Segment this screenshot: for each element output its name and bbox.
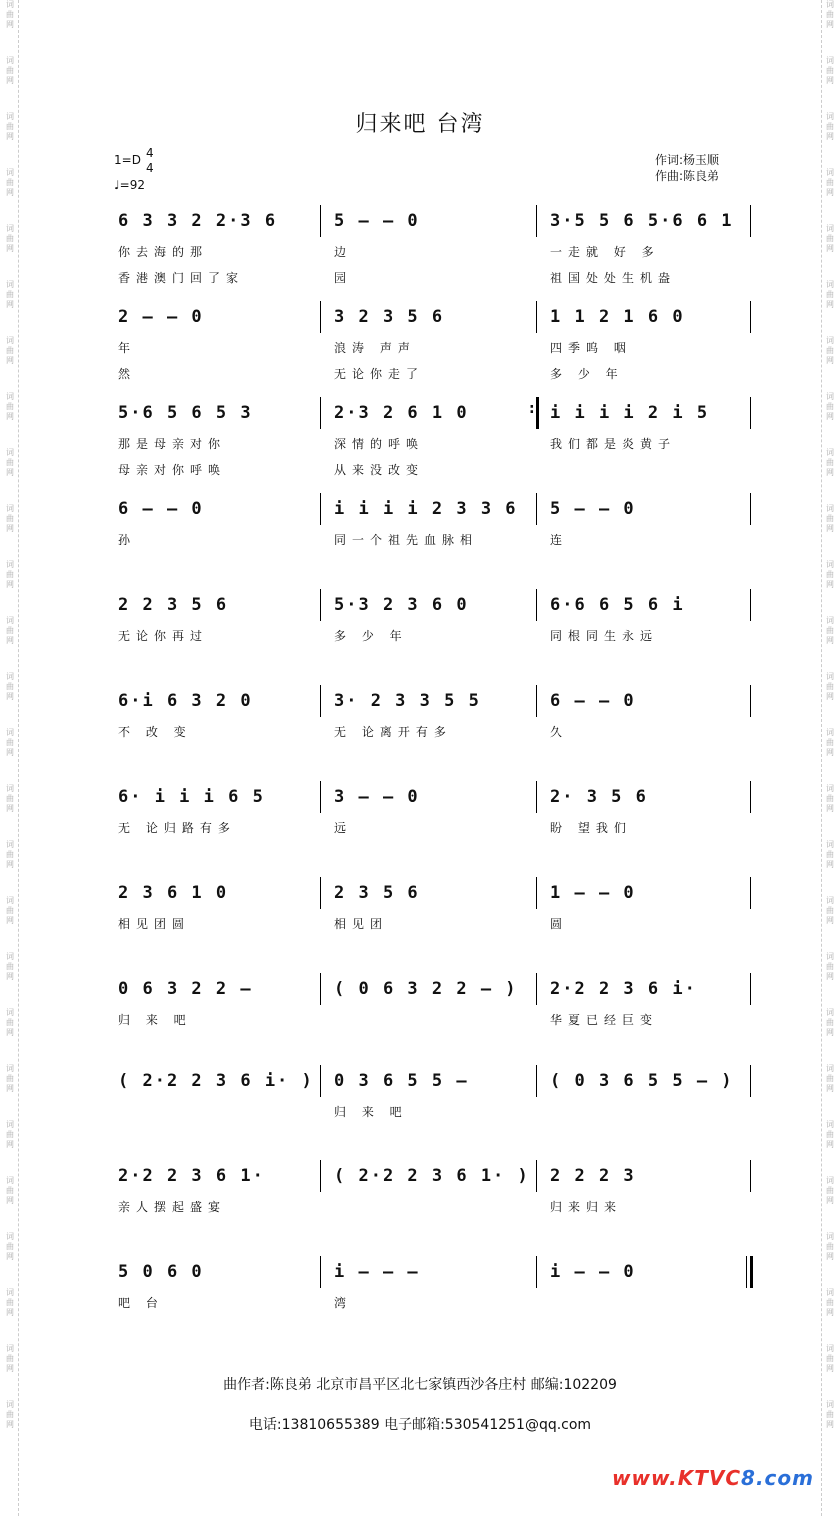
measure: i – – 0 bbox=[550, 1262, 636, 1282]
score-row bbox=[0, 205, 840, 301]
measure: 0 6 3 2 2 – bbox=[118, 979, 253, 999]
lyric-line-1: 吧 台 bbox=[118, 1296, 164, 1310]
bar-line bbox=[536, 877, 537, 909]
watermark-text: 词 曲 网 bbox=[826, 0, 834, 29]
watermark-text: 词 曲 网 bbox=[6, 56, 14, 85]
lyric-line-1: 孙 bbox=[118, 533, 137, 547]
lyric-line-1: 那是母亲对你 bbox=[118, 437, 227, 451]
lyric-line-1: 边 bbox=[334, 245, 353, 259]
composer: 作曲:陈良弟 bbox=[655, 169, 720, 183]
measure: 5 – – 0 bbox=[334, 211, 420, 231]
bar-line bbox=[750, 493, 751, 525]
measure: ( 0 6 3 2 2 – ) bbox=[334, 979, 518, 999]
lyric-line-1: 连 bbox=[550, 533, 569, 547]
lyric-line-1: 不 改 变 bbox=[118, 725, 192, 739]
lyric-line-1: 远 bbox=[334, 821, 353, 835]
watermark-text: 词 曲 网 bbox=[6, 0, 14, 29]
measure: 5 – – 0 bbox=[550, 499, 636, 519]
score-row bbox=[0, 1256, 840, 1352]
watermark-text: 词 曲 网 bbox=[6, 1176, 14, 1205]
lyric-line-2: 母亲对你呼唤 bbox=[118, 463, 227, 477]
watermark-text: 词 曲 网 bbox=[6, 1064, 14, 1093]
watermark-text: 词 曲 网 bbox=[826, 336, 834, 365]
watermark-text: 词 曲 网 bbox=[826, 1064, 834, 1093]
measure: 5·6 5 6 5 3 bbox=[118, 403, 253, 423]
bar-line bbox=[536, 301, 537, 333]
song-title: 归来吧 台湾 bbox=[355, 112, 485, 137]
lyric-line-2: 无论你走了 bbox=[334, 367, 425, 381]
lyric-line-1: 我们都是炎黄子 bbox=[550, 437, 677, 451]
lyric-line-2: 香港澳门回了家 bbox=[118, 271, 245, 285]
lyric-line-1: 湾 bbox=[334, 1296, 353, 1310]
watermark-text: 词 曲 网 bbox=[6, 448, 14, 477]
measure: 3 2 3 5 6 bbox=[334, 307, 445, 327]
watermark-text: 词 曲 网 bbox=[6, 392, 14, 421]
watermark-text: 词 曲 网 bbox=[826, 392, 834, 421]
watermark-text: 词 曲 网 bbox=[826, 168, 834, 197]
lyric-line-1: 归 来 吧 bbox=[334, 1105, 408, 1119]
watermark-text: 词 曲 网 bbox=[6, 840, 14, 869]
bar-line bbox=[750, 781, 751, 813]
watermark-text: 词 曲 网 bbox=[826, 448, 834, 477]
watermark-text: 词 曲 网 bbox=[6, 1008, 14, 1037]
watermark-text: 词 曲 网 bbox=[826, 616, 834, 645]
measure: 2 3 5 6 bbox=[334, 883, 420, 903]
bar-line bbox=[750, 685, 751, 717]
lyric-line-1: 归 来 吧 bbox=[118, 1013, 192, 1027]
bar-line bbox=[320, 1065, 321, 1097]
watermark-text: 词 曲 网 bbox=[826, 112, 834, 141]
watermark-text: 词 曲 网 bbox=[826, 56, 834, 85]
watermark-text: 词 曲 网 bbox=[826, 784, 834, 813]
lyric-line-1: 久 bbox=[550, 725, 569, 739]
credits bbox=[655, 152, 719, 184]
watermark-text: 词 曲 网 bbox=[6, 504, 14, 533]
measure: 6·i 6 3 2 0 bbox=[118, 691, 253, 711]
lyric-line-1: 无 论离开有多 bbox=[334, 725, 452, 739]
watermark-text: 词 曲 网 bbox=[826, 1344, 834, 1373]
lyric-line-1: 华夏已经巨变 bbox=[550, 1013, 659, 1027]
watermark-text: 词 曲 网 bbox=[6, 672, 14, 701]
bar-line bbox=[320, 397, 321, 429]
watermark-text: 词 曲 网 bbox=[826, 1288, 834, 1317]
measure: 2·2 2 3 6 i· bbox=[550, 979, 697, 999]
measure: 2 2 3 5 6 bbox=[118, 595, 229, 615]
measure: 3· 2 3 3 5 5 bbox=[334, 691, 481, 711]
bar-line bbox=[320, 781, 321, 813]
measure: 2· 3 5 6 bbox=[550, 787, 648, 807]
bar-line bbox=[750, 973, 751, 1005]
watermark-text: 词 曲 网 bbox=[6, 168, 14, 197]
footer-address: 曲作者:陈良弟 北京市昌平区北七家镇西沙各庄村 邮编:102209 bbox=[223, 1377, 617, 1393]
bar-line bbox=[750, 397, 751, 429]
watermark-text: 词 曲 网 bbox=[826, 840, 834, 869]
lyric-line-1: 同一个祖先血脉相 bbox=[334, 533, 479, 547]
bar-line bbox=[320, 1256, 321, 1288]
watermark-text: 词 曲 网 bbox=[6, 280, 14, 309]
watermark-text: 词 曲 网 bbox=[6, 1120, 14, 1149]
lyric-line-2: 从来没改变 bbox=[334, 463, 425, 477]
watermark-text: 词 曲 网 bbox=[6, 1400, 14, 1429]
key-signature: 1=D bbox=[114, 153, 141, 167]
lyric-line-2: 然 bbox=[118, 367, 137, 381]
bar-line bbox=[750, 877, 751, 909]
measure: 1 1 2 1 6 0 bbox=[550, 307, 685, 327]
watermark-text: 词 曲 网 bbox=[6, 224, 14, 253]
bar-line bbox=[320, 685, 321, 717]
watermark-text: 词 曲 网 bbox=[6, 952, 14, 981]
lyric-line-1: 无 论归路有多 bbox=[118, 821, 236, 835]
watermark-text: 词 曲 网 bbox=[6, 896, 14, 925]
score-row bbox=[0, 493, 840, 589]
site-logo bbox=[612, 1466, 814, 1490]
bar-line bbox=[320, 973, 321, 1005]
lyric-line-1: 多 少 年 bbox=[334, 629, 408, 643]
bar-line bbox=[750, 1160, 751, 1192]
bar-line bbox=[536, 685, 537, 717]
lyric-line-1: 亲人摆起盛宴 bbox=[118, 1200, 227, 1214]
bar-line bbox=[750, 1065, 751, 1097]
measure: 1 – – 0 bbox=[550, 883, 636, 903]
measure: 6 – – 0 bbox=[550, 691, 636, 711]
lyric-line-1: 一走就 好 多 bbox=[550, 245, 660, 259]
measure: 5·3 2 3 6 0 bbox=[334, 595, 469, 615]
measure: 6·6 6 5 6 i bbox=[550, 595, 685, 615]
score-row bbox=[0, 589, 840, 685]
measure: i – – – bbox=[334, 1262, 420, 1282]
measure: i i i i 2 i 5 bbox=[550, 403, 710, 423]
lyric-line-1: 深情的呼唤 bbox=[334, 437, 425, 451]
measure: 6 – – 0 bbox=[118, 499, 204, 519]
watermark-text: 词 曲 网 bbox=[6, 616, 14, 645]
lyric-line-2: 祖国处处生机盎 bbox=[550, 271, 677, 285]
measure: 3·5 5 6 5·6 6 1 bbox=[550, 211, 734, 231]
watermark-text: 词 曲 网 bbox=[6, 112, 14, 141]
bar-line bbox=[320, 301, 321, 333]
measure: 5 0 6 0 bbox=[118, 1262, 204, 1282]
bar-line bbox=[750, 1256, 753, 1288]
watermark-text: 词 曲 网 bbox=[826, 672, 834, 701]
watermark-text: 词 曲 网 bbox=[826, 280, 834, 309]
watermark-text: 词 曲 网 bbox=[826, 1176, 834, 1205]
tempo-marking: ♩=92 bbox=[114, 178, 145, 192]
score-row bbox=[0, 973, 840, 1069]
watermark-text: 词 曲 网 bbox=[6, 1344, 14, 1373]
final-bar-line bbox=[746, 1256, 747, 1288]
bar-line bbox=[536, 205, 537, 237]
logo-text-blue: 8.com bbox=[741, 1466, 814, 1490]
watermark-text: 词 曲 网 bbox=[6, 560, 14, 589]
score-row bbox=[0, 301, 840, 397]
measure: 2·2 2 3 6 1· bbox=[118, 1166, 265, 1186]
measure: ( 2·2 2 3 6 1· ) bbox=[334, 1166, 530, 1186]
measure: 3 – – 0 bbox=[334, 787, 420, 807]
repeat-bar-line bbox=[536, 397, 539, 429]
watermark-text: 词 曲 网 bbox=[826, 1120, 834, 1149]
lyric-line-2: 多 少 年 bbox=[550, 367, 624, 381]
measure: 6· i i i 6 5 bbox=[118, 787, 265, 807]
lyric-line-1: 你去海的那 bbox=[118, 245, 209, 259]
bar-line bbox=[536, 493, 537, 525]
lyric-line-1: 相见团圆 bbox=[118, 917, 191, 931]
score-row bbox=[0, 685, 840, 781]
time-signature-top: 4 bbox=[146, 146, 154, 160]
measure: ( 0 3 6 5 5 – ) bbox=[550, 1071, 734, 1091]
bar-line bbox=[536, 589, 537, 621]
measure: 2 3 6 1 0 bbox=[118, 883, 229, 903]
lyric-line-1: 相见团 bbox=[334, 917, 389, 931]
score-row bbox=[0, 1065, 840, 1161]
measure: 2·3 2 6 1 0 bbox=[334, 403, 469, 423]
lyric-line-1: 圆 bbox=[550, 917, 569, 931]
lyric-line-1: 年 bbox=[118, 341, 137, 355]
score-row bbox=[0, 1160, 840, 1256]
bar-line bbox=[536, 1256, 537, 1288]
lyric-line-1: 同根同生永远 bbox=[550, 629, 659, 643]
measure: 0 3 6 5 5 – bbox=[334, 1071, 469, 1091]
bar-line bbox=[320, 1160, 321, 1192]
lyric-line-1: 归来归来 bbox=[550, 1200, 623, 1214]
time-signature bbox=[146, 146, 154, 176]
measure: i i i i 2 3 3 6 bbox=[334, 499, 518, 519]
bar-line bbox=[320, 205, 321, 237]
repeat-dots: : bbox=[529, 401, 535, 417]
bar-line bbox=[750, 301, 751, 333]
watermark-text: 词 曲 网 bbox=[826, 1232, 834, 1261]
watermark-text: 词 曲 网 bbox=[826, 1400, 834, 1429]
watermark-text: 词 曲 网 bbox=[826, 224, 834, 253]
watermark-text: 词 曲 网 bbox=[6, 784, 14, 813]
bar-line bbox=[536, 1065, 537, 1097]
bar-line bbox=[750, 205, 751, 237]
bar-line bbox=[536, 781, 537, 813]
watermark-text: 词 曲 网 bbox=[6, 1232, 14, 1261]
footer-contact: 电话:13810655389 电子邮箱:530541251@qq.com bbox=[248, 1417, 592, 1433]
watermark-text: 词 曲 网 bbox=[826, 728, 834, 757]
watermark-text: 词 曲 网 bbox=[6, 1288, 14, 1317]
bar-line bbox=[320, 493, 321, 525]
time-signature-bottom: 4 bbox=[146, 161, 154, 175]
bar-line bbox=[536, 1160, 537, 1192]
lyric-line-1: 盼 望我们 bbox=[550, 821, 632, 835]
lyric-line-1: 浪涛 声声 bbox=[334, 341, 416, 355]
watermark-text: 词 曲 网 bbox=[6, 728, 14, 757]
lyricist: 作词:杨玉顺 bbox=[655, 153, 720, 167]
bar-line bbox=[320, 589, 321, 621]
watermark-text: 词 曲 网 bbox=[826, 1008, 834, 1037]
watermark-text: 词 曲 网 bbox=[826, 952, 834, 981]
measure: 2 2 2 3 bbox=[550, 1166, 636, 1186]
bar-line bbox=[320, 877, 321, 909]
bar-line bbox=[750, 589, 751, 621]
watermark-text: 词 曲 网 bbox=[826, 504, 834, 533]
logo-text-red: www.KTVC bbox=[612, 1466, 742, 1490]
watermark-text: 词 曲 网 bbox=[6, 336, 14, 365]
lyric-line-1: 无论你再过 bbox=[118, 629, 209, 643]
bar-line bbox=[536, 973, 537, 1005]
watermark-text: 词 曲 网 bbox=[826, 896, 834, 925]
measure: ( 2·2 2 3 6 i· ) bbox=[118, 1071, 314, 1091]
score-row bbox=[0, 781, 840, 877]
measure: 2 – – 0 bbox=[118, 307, 204, 327]
lyric-line-2: 园 bbox=[334, 271, 353, 285]
measure: 6 3 3 2 2·3 6 bbox=[118, 211, 278, 231]
score-row bbox=[0, 877, 840, 973]
watermark-text: 词 曲 网 bbox=[826, 560, 834, 589]
score-row bbox=[0, 397, 840, 493]
lyric-line-1: 四季呜 咽 bbox=[550, 341, 632, 355]
